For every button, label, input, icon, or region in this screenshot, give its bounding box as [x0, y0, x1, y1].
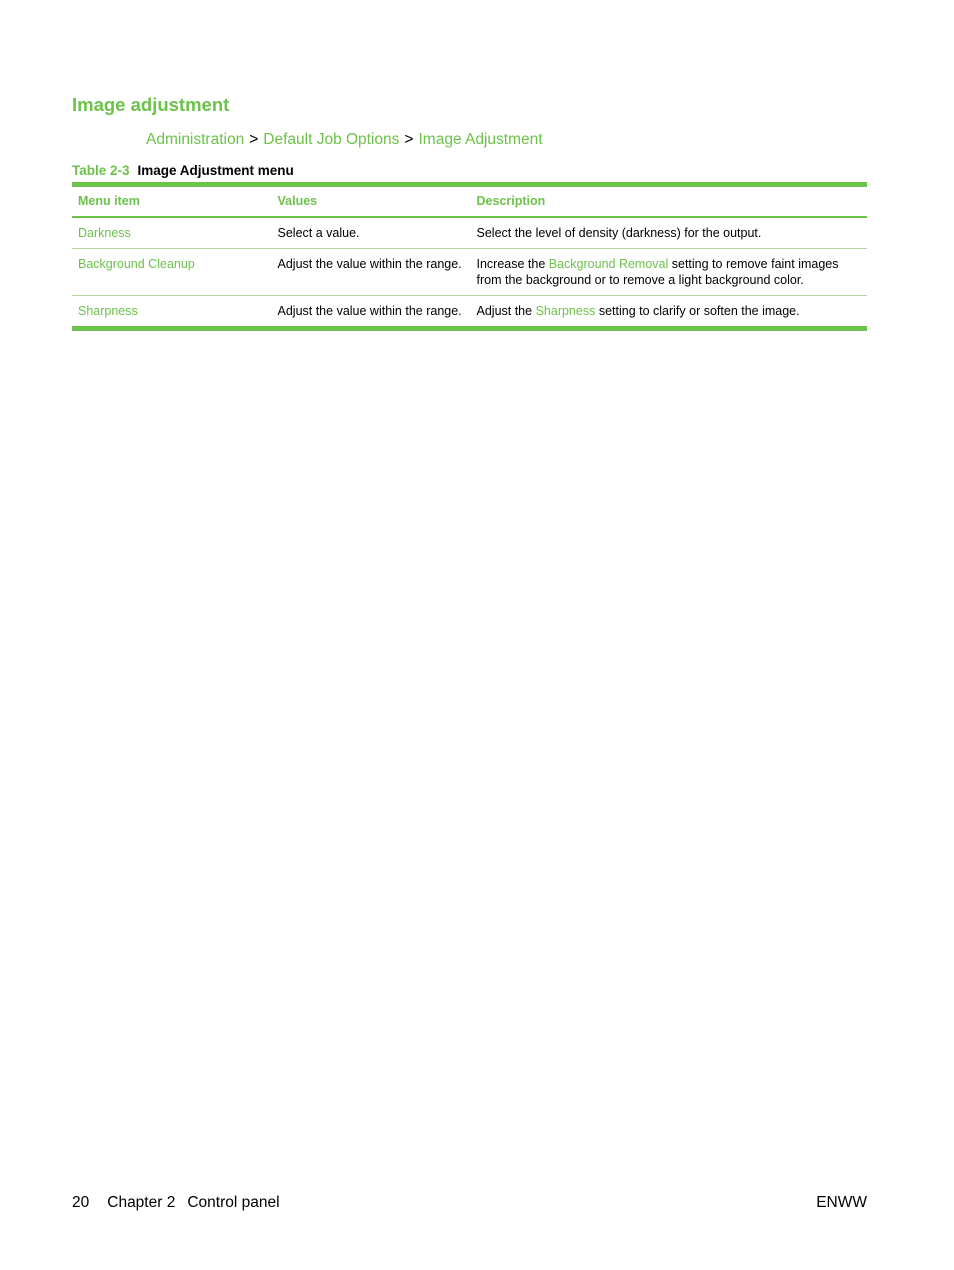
row-description: [470, 217, 867, 249]
row-values: Select a value.: [271, 217, 470, 249]
row-values: Adjust the value within the range.: [271, 296, 470, 329]
row-description: [470, 249, 867, 296]
table-caption-number: Table 2-3: [72, 163, 130, 178]
page-footer-left: [72, 1193, 280, 1213]
sharpness-link[interactable]: Sharpness: [535, 304, 596, 318]
header-description: Description: [470, 185, 867, 218]
table-header-row: [72, 185, 867, 218]
page-number: 20: [72, 1194, 90, 1211]
section-title: Image adjustment: [72, 94, 230, 115]
table-caption: [72, 162, 294, 180]
menu-item-sharpness[interactable]: Sharpness: [78, 304, 138, 318]
table-row: [72, 217, 867, 249]
breadcrumb-separator: >: [404, 131, 414, 148]
row-description: [470, 296, 867, 329]
chapter-title: Control panel: [187, 1194, 280, 1211]
breadcrumb-default-job-options[interactable]: Default Job Options: [263, 131, 400, 148]
breadcrumb-administration[interactable]: Administration: [146, 131, 245, 148]
menu-item-darkness[interactable]: Darkness: [72, 217, 271, 249]
description-text: Select the level of density (darkness) for the output.: [476, 226, 762, 240]
table-row: [72, 296, 867, 329]
header-values: Values: [271, 185, 470, 218]
row-values: Adjust the value within the range.: [271, 249, 470, 296]
header-menu-item: Menu item: [72, 185, 271, 218]
description-text: Increase the: [476, 257, 549, 271]
description-text: Adjust the: [476, 304, 536, 318]
table-row: [72, 249, 867, 296]
menu-item-background-cleanup[interactable]: Background Cleanup: [72, 249, 271, 296]
breadcrumb-separator: >: [249, 131, 259, 148]
description-text: setting to remove faint images from the background or to remove a light background color.: [476, 257, 839, 287]
description-text: setting to clarify or soften the image.: [595, 304, 800, 318]
chapter-label: Chapter 2: [107, 1194, 176, 1211]
breadcrumb-image-adjustment[interactable]: Image Adjustment: [418, 131, 543, 148]
breadcrumb: [146, 130, 543, 150]
image-adjustment-table: [72, 182, 867, 331]
table-caption-title: Image Adjustment menu: [137, 163, 294, 178]
background-removal-link[interactable]: Background Removal: [548, 257, 669, 271]
page-footer-locale: ENWW: [816, 1194, 867, 1211]
